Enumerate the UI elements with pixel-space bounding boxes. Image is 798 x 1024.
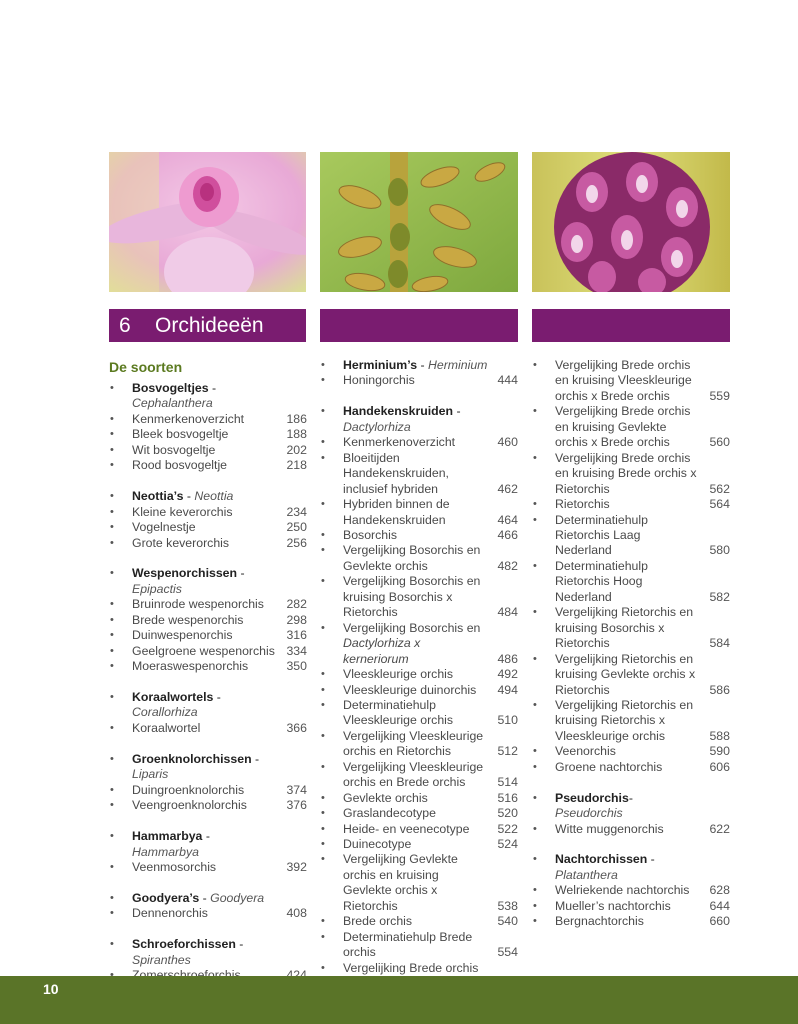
entry-name: Honingorchis: [343, 373, 415, 388]
toc-entry: [109, 659, 307, 674]
toc-entry: [532, 698, 730, 744]
lady-orchid-photo: [532, 152, 730, 292]
entry-name: Vergelijking Brede orchis en kruising Gevlekte orchis x Brede orchis: [555, 404, 691, 450]
genus-heading: [109, 829, 307, 860]
entry-name: Brede wespenorchis: [132, 612, 244, 627]
toc-entry: [109, 906, 307, 921]
entry-name: Grote keverorchis: [132, 535, 230, 550]
entry-page-number: 514: [497, 775, 518, 790]
entry-page-number: 350: [286, 659, 307, 674]
entry-page-number: 492: [497, 667, 518, 682]
entry-page-number: 464: [497, 512, 518, 527]
genus-separator: -: [453, 404, 461, 419]
toc-entry: [109, 412, 307, 427]
toc-group: [109, 690, 307, 736]
entry-page-number: 374: [286, 782, 307, 797]
entry-name: Vogelnestje: [132, 520, 196, 535]
section-title: De soorten: [109, 359, 183, 375]
genus-separator: -: [628, 790, 633, 805]
toc-entry: [532, 358, 730, 404]
toc-entry: [532, 883, 730, 898]
toc-entry: [320, 822, 518, 837]
entry-page-number: 540: [497, 914, 518, 929]
toc-column-3: [532, 358, 730, 945]
toc-entry: [109, 458, 307, 473]
toc-group: [532, 358, 730, 775]
genus-heading: [109, 937, 307, 968]
entry-page-number: 282: [286, 597, 307, 612]
toc-entry: [109, 520, 307, 535]
chapter-header-band: [109, 309, 306, 342]
entry-name: Determinatiehulp Brede orchis: [343, 929, 473, 960]
entry-page-number: 564: [709, 497, 730, 512]
genus-name: Koraalwortels: [132, 690, 214, 705]
entry-name: Determinatiehulp Rietorchis Laag Nederland: [555, 512, 648, 558]
entry-page-number: 444: [497, 373, 518, 388]
entry-page-number: 606: [709, 759, 730, 774]
entry-page-number: 298: [286, 612, 307, 627]
toc-entry: [109, 721, 307, 736]
entry-page-number: 486: [497, 651, 518, 666]
genus-latin-name: Cephalanthera: [132, 396, 213, 411]
entry-page-number: 584: [709, 636, 730, 651]
toc-entry: [109, 443, 307, 458]
toc-entry: [320, 852, 518, 914]
entry-page-number: 586: [709, 682, 730, 697]
entry-page-number: 554: [497, 945, 518, 960]
entry-name: Veengroenknolorchis: [132, 798, 247, 813]
toc-group: [320, 358, 518, 389]
entry-name: Bleek bosvogeltje: [132, 427, 229, 442]
toc-group: [532, 791, 730, 837]
entry-page-number: 188: [286, 427, 307, 442]
entry-page-number: 516: [497, 790, 518, 805]
entry-page-number: 334: [286, 643, 307, 658]
entry-name: Vergelijking Brede orchis: [343, 960, 479, 975]
genus-latin-name: Corallorhiza: [132, 705, 198, 720]
genus-heading: [109, 891, 307, 906]
entry-name: Vergelijking Rietorchis en kruising Gevlekte orchis x Rietorchis: [555, 651, 696, 697]
entry-page-number: 466: [497, 527, 518, 542]
toc-group: [109, 752, 307, 814]
entry-page-number: 202: [286, 442, 307, 457]
toc-group: [109, 489, 307, 551]
toc-entry: [320, 914, 518, 929]
chapter-title: Orchideeën: [155, 314, 264, 337]
entry-name: Veenorchis: [555, 744, 616, 759]
entry-page-number: 520: [497, 806, 518, 821]
entry-name: Witte muggenorchis: [555, 821, 664, 836]
entry-page-number: 494: [497, 682, 518, 697]
toc-entry: [109, 644, 307, 659]
entry-name: Gevlekte orchis: [343, 790, 428, 805]
toc-column-2: [320, 358, 518, 1007]
genus-heading: [109, 489, 307, 504]
entry-name: Bosorchis: [343, 527, 397, 542]
entry-name: Duingroenknolorchis: [132, 782, 245, 797]
genus-name: Neottia’s: [132, 489, 184, 504]
entry-name: Vergelijking Bosorchis en Gevlekte orchis: [343, 543, 481, 573]
genus-latin-name: Platanthera: [555, 867, 618, 882]
genus-name: Nachtorchissen: [555, 852, 648, 867]
entry-name: Vleeskleurige duinorchis: [343, 682, 477, 697]
genus-name: Groenknolorchissen: [132, 751, 252, 766]
genus-heading: [109, 566, 307, 597]
toc-entry: [109, 536, 307, 551]
entry-page-number: 580: [709, 543, 730, 558]
entry-name: Hybriden binnen de Handekenskruiden: [343, 497, 450, 527]
genus-heading: [320, 404, 518, 435]
toc-group: [109, 566, 307, 674]
entry-name: Duinecotype: [343, 837, 412, 852]
toc-entry: [320, 837, 518, 852]
toc-column-1: [109, 358, 307, 1014]
entry-italic-name: Dactylorhiza x kerneriorum: [343, 636, 421, 666]
chapter-number: 6: [119, 314, 131, 337]
genus-name: Hammarbya: [132, 829, 203, 844]
toc-entry: [320, 373, 518, 388]
toc-entry: [320, 698, 518, 729]
entry-name: Bruinrode wespenorchis: [132, 597, 264, 612]
entry-name: Vergelijking Rietorchis en kruising Rietorchis x Vleeskleurige orchis: [555, 697, 694, 743]
entry-page-number: 484: [497, 605, 518, 620]
toc-group: [320, 404, 518, 991]
toc-entry: [320, 930, 518, 961]
toc-groups: [532, 358, 730, 930]
entry-name: Determinatiehulp Vleeskleurige orchis: [343, 697, 454, 728]
entry-page-number: 392: [286, 859, 307, 874]
entry-name: Vergelijking Rietorchis en kruising Bosorchis x Rietorchis: [555, 605, 694, 651]
entry-name: Vergelijking Brede orchis en kruising Brede orchis x Rietorchis: [555, 450, 697, 496]
entry-page-number: 588: [709, 728, 730, 743]
toc-entry: [109, 505, 307, 520]
toc-group: [109, 381, 307, 474]
entry-name: Kenmerkenoverzicht: [343, 435, 456, 450]
genus-name: Wespenorchissen: [132, 566, 238, 581]
entry-page-number: 462: [497, 481, 518, 496]
toc-entry: [320, 683, 518, 698]
footer-bar: [0, 976, 798, 1024]
genus-heading: [532, 852, 730, 883]
toc-entry: [532, 822, 730, 837]
genus-heading: [109, 752, 307, 783]
toc-entry: [320, 451, 518, 497]
toc-entry: [109, 427, 307, 442]
orchid-closeup-photo: [109, 152, 306, 292]
entry-name: Vleeskleurige orchis: [343, 667, 454, 682]
entry-name: Dennenorchis: [132, 906, 208, 921]
entry-page-number: 622: [709, 821, 730, 836]
genus-separator: -: [235, 937, 244, 952]
toc-entry: [320, 667, 518, 682]
entry-page-number: 234: [286, 504, 307, 519]
entry-name: Vergelijking Bosorchis en: [343, 620, 481, 635]
entry-name: Welriekende nachtorchis: [555, 883, 690, 898]
entry-name: Heide- en veenecotype: [343, 821, 470, 836]
toc-entry: [320, 497, 518, 528]
entry-page-number: 256: [286, 535, 307, 550]
genus-separator: -: [202, 829, 210, 844]
genus-name: Schroeforchissen: [132, 937, 236, 952]
genus-separator: -: [208, 381, 217, 395]
entry-name: Vergelijking Vleeskleurige orchis en Brede orchis: [343, 759, 484, 790]
toc-entry: [320, 729, 518, 760]
toc-entry: [532, 899, 730, 914]
genus-latin-name: Pseudorchis: [555, 806, 623, 821]
entry-name: Wit bosvogeltje: [132, 442, 216, 457]
entry-name: Determinatiehulp Rietorchis Hoog Nederland: [555, 558, 648, 604]
toc-entry: [320, 621, 518, 667]
genus-heading: [320, 358, 518, 373]
genus-name: Bosvogeltjes: [132, 381, 209, 395]
entry-name: Vergelijking Brede orchis en kruising Vleeskleurige orchis x Brede orchis: [555, 358, 692, 403]
genus-latin-name: Liparis: [132, 767, 169, 782]
entry-page-number: 460: [497, 435, 518, 450]
entry-page-number: 376: [286, 798, 307, 813]
toc-entry: [109, 613, 307, 628]
genus-name: Goodyera’s: [132, 890, 200, 905]
entry-name: Koraalwortel: [132, 720, 201, 735]
genus-latin-name: Herminium: [427, 358, 488, 372]
entry-page-number: 590: [709, 744, 730, 759]
toc-entry: [532, 744, 730, 759]
entry-page-number: 538: [497, 898, 518, 913]
genus-separator: -: [647, 852, 655, 867]
entry-page-number: 366: [286, 720, 307, 735]
toc-entry: [320, 543, 518, 574]
entry-name: Rietorchis: [555, 497, 610, 512]
genus-separator: -: [213, 690, 221, 705]
entry-name: Groene nachtorchis: [555, 759, 663, 774]
man-orchid-photo: [320, 152, 518, 292]
toc-entry: [532, 513, 730, 559]
entry-page-number: 582: [709, 589, 730, 604]
entry-page-number: 510: [497, 713, 518, 728]
entry-page-number: 482: [497, 558, 518, 573]
toc-group: [109, 829, 307, 875]
genus-latin-name: Neottia: [194, 489, 234, 504]
genus-separator: -: [199, 890, 211, 905]
entry-name: Geelgroene wespenorchis: [132, 643, 275, 658]
toc-entry: [320, 435, 518, 450]
entry-name: Vergelijking Bosorchis en kruising Bosorchis x Rietorchis: [343, 574, 481, 620]
entry-page-number: 559: [709, 388, 730, 403]
page-number: 10: [43, 981, 59, 997]
genus-latin-name: Epipactis: [132, 581, 182, 596]
entry-name: Vergelijking Vleeskleurige orchis en Rietorchis: [343, 728, 484, 759]
toc-entry: [109, 628, 307, 643]
entry-page-number: 512: [497, 744, 518, 759]
genus-name: Herminium’s: [343, 358, 418, 372]
toc-entry: [532, 760, 730, 775]
entry-page-number: 560: [709, 435, 730, 450]
entry-page-number: 562: [709, 481, 730, 496]
toc-entry: [109, 798, 307, 813]
toc-entry: [320, 760, 518, 791]
toc-entry: [532, 559, 730, 605]
genus-separator: -: [183, 489, 195, 504]
genus-separator: -: [237, 566, 245, 581]
entry-name: Graslandecotype: [343, 806, 436, 821]
entry-name: Duinwespenorchis: [132, 628, 233, 643]
entry-name: Vergelijking Gevlekte orchis en kruising Gevlekte orchis x Rietorchis: [343, 852, 458, 913]
toc-entry: [320, 574, 518, 620]
entry-page-number: 660: [709, 914, 730, 929]
toc-group: [532, 852, 730, 929]
toc-entry: [532, 605, 730, 651]
toc-entry: [320, 791, 518, 806]
entry-page-number: 644: [709, 898, 730, 913]
entry-page-number: 524: [497, 837, 518, 852]
entry-name: Veenmosorchis: [132, 859, 217, 874]
entry-name: Bloeitijden Handekenskruiden, inclusief hybriden: [343, 450, 449, 496]
entry-page-number: 316: [286, 628, 307, 643]
entry-page-number: 522: [497, 821, 518, 836]
chapter-heading: [109, 309, 306, 342]
entry-name: Bergnachtorchis: [555, 914, 644, 929]
toc-entry: [320, 528, 518, 543]
entry-name: Rood bosvogeltje: [132, 458, 228, 473]
entry-page-number: 186: [286, 411, 307, 426]
entry-page-number: 250: [286, 520, 307, 535]
toc-entry: [109, 783, 307, 798]
toc-entry: [532, 497, 730, 512]
decorative-band: [532, 309, 730, 342]
genus-latin-name: Spiranthes: [132, 952, 191, 967]
genus-heading: [109, 690, 307, 721]
entry-name: Mueller’s nachtorchis: [555, 898, 671, 913]
toc-entry: [320, 806, 518, 821]
entry-name: Kleine keverorchis: [132, 504, 233, 519]
genus-heading: [109, 381, 307, 412]
entry-name: Brede orchis: [343, 914, 413, 929]
toc-groups: [320, 358, 518, 992]
genus-latin-name: Dactylorhiza: [343, 419, 411, 434]
toc-entry: [532, 914, 730, 929]
genus-separator: -: [417, 358, 428, 372]
toc-entry: [532, 652, 730, 698]
genus-latin-name: Hammarbya: [132, 844, 199, 859]
genus-name: Pseudorchis: [555, 790, 629, 805]
toc-groups: [109, 381, 307, 999]
entry-name: Moeraswespenorchis: [132, 659, 249, 674]
toc-entry: [109, 597, 307, 612]
genus-latin-name: Goodyera: [210, 890, 265, 905]
genus-separator: -: [251, 751, 260, 766]
entry-name: Kenmerkenoverzicht: [132, 411, 245, 426]
toc-group: [109, 891, 307, 922]
toc-entry: [532, 451, 730, 497]
entry-page-number: 628: [709, 883, 730, 898]
toc-entry: [109, 860, 307, 875]
entry-page-number: 408: [286, 906, 307, 921]
decorative-band: [320, 309, 518, 342]
toc-entry: [532, 404, 730, 450]
entry-page-number: 218: [286, 458, 307, 473]
genus-name: Handekenskruiden: [343, 404, 454, 419]
genus-heading: [532, 791, 730, 822]
